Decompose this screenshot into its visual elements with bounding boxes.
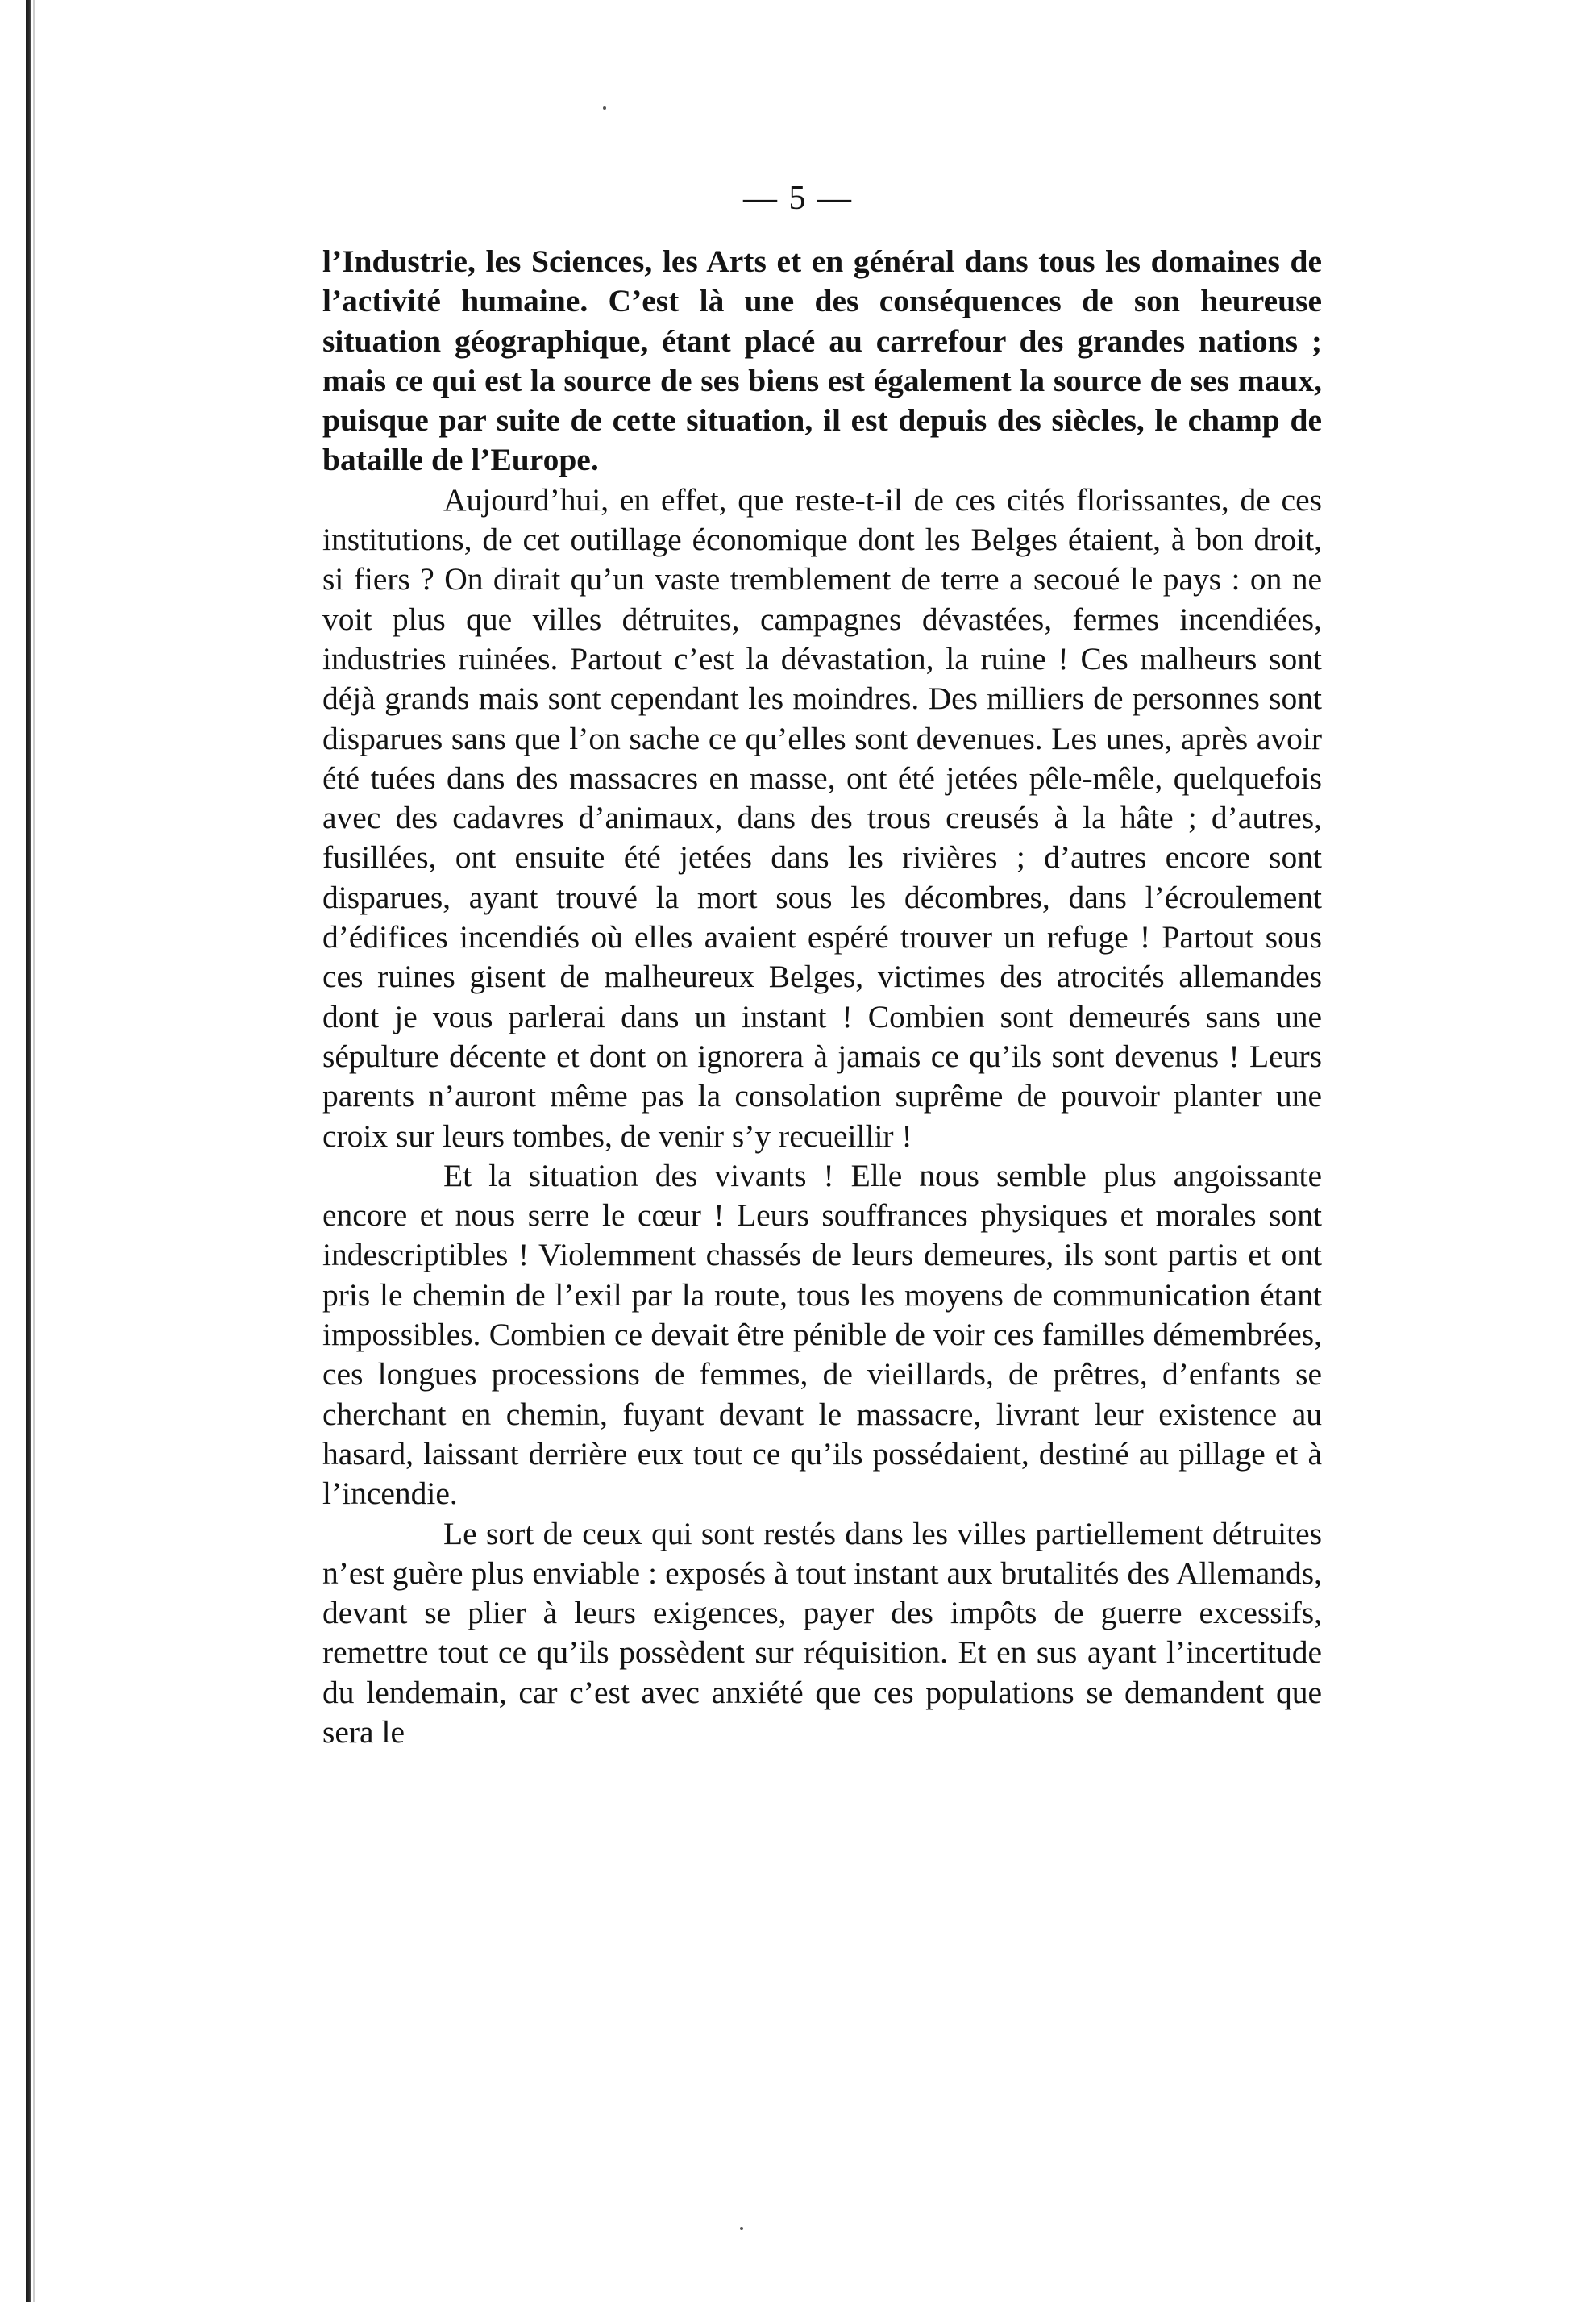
paragraph-4: Le sort de ceux qui sont restés dans les villes partiellement détruites n’est guère plus enviable : exposés à tout instant aux brutalités des Allemands, devant se plier à leurs exigences, payer des impôts de guerre excessifs, remettre tout ce qu’ils possèdent sur réquisition. Et en sus ayant l’incertitude du lendemain, car c’est avec anxiété que ces populations se demandent que sera le xyxy=(322,1515,1322,1750)
scan-binding-edge xyxy=(26,0,31,2302)
paragraph-3: Et la situation des vivants ! Elle nous semble plus angoissante encore et nous serre le cœur ! Leurs souffrances physiques et morales sont indescriptibles ! Violemment chassés de leurs demeures, ils sont partis et ont pris le chemin de l’exil par la route, tous les moyens de communication étant impossibles. Combien ce devait être pénible de voir ces familles démembrées, ces longues processions de femmes, de vieillards, de prêtres, d’enfants se cherchant en chemin, fuyant devant le massacre, livrant leur existence au hasard, laissant derrière eux tout ce qu’ils possédaient, destiné au pillage et à l’incendie. xyxy=(322,1157,1322,1512)
scan-speck xyxy=(740,2227,743,2230)
page-number: — 5 — xyxy=(743,180,853,217)
paragraph-2: Aujourd’hui, en effet, que reste-t-il de ces cités florissantes, de ces institutions, de cet outillage économique dont les Belges étaient, à bon droit, si fiers ? On dirait qu’un vaste tremblement de terre a secoué le pays : on ne voit plus que villes détruites, campagnes dévastées, fermes incendiées, industries ruinées. Partout c’est la dévastation, la ruine ! Ces malheurs sont déjà grands mais sont cependant les moindres. Des milliers de personnes sont disparues sans que l’on sache ce qu’elles sont devenues. Les unes, après avoir été tuées dans des massacres en masse, ont été jetées pêle-mêle, quelquefois avec des cadavres d’animaux, dans des trous creusés à la hâte ; d’autres, fusillées, ont ensuite été jetées dans les rivières ; d’autres encore sont disparues, ayant trouvé la mort sous les décombres, dans l’écroulement d’édifices incendiés où elles avaient espéré trouver un refuge ! Partout sous ces ruines gisent de malheureux Belges, victimes des atrocités allemandes dont je vous parlerai dans un instant ! Combien sont demeurés sans une sépulture décente et dont on ignorera à jamais ce qu’ils sont devenus ! Leurs parents n’auront même pas la consolation suprême de pouvoir planter une croix sur leurs tombes, de venir s’y recueillir ! xyxy=(322,481,1322,1154)
body-text xyxy=(322,242,1322,1752)
paragraph-1: l’Industrie, les Sciences, les Arts et en général dans tous les domaines de l’activité humaine. C’est là une des conséquences de son heureuse situation géographique, étant placé au carrefour des grandes nations ; mais ce qui est la source de ses biens est également la source de ses maux, puisque par suite de cette situation, il est depuis des siècles, le champ de bataille de l’Europe. xyxy=(322,244,1322,478)
scan-speck xyxy=(603,106,606,110)
scan-binding-shadow xyxy=(33,0,35,2302)
